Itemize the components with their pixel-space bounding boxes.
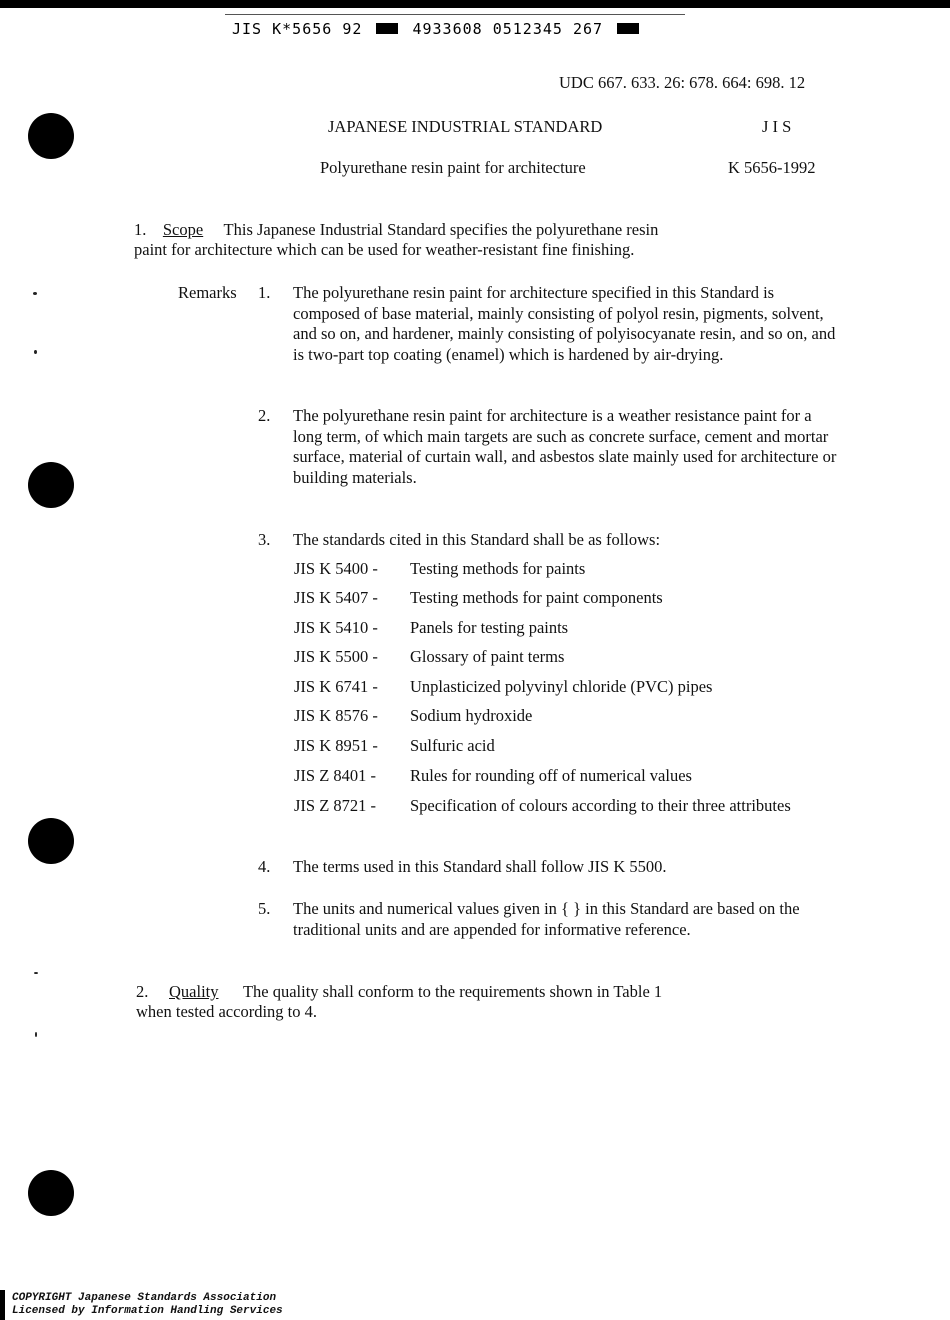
remarks-label: Remarks — [178, 283, 237, 302]
punch-hole — [28, 113, 74, 159]
scan-speck — [34, 350, 37, 354]
punch-hole — [28, 462, 74, 508]
cited-standard-code: JIS K 5407 - — [294, 588, 378, 607]
cited-standard-code: JIS K 6741 - — [294, 677, 378, 696]
doc-code-numbers: 4933608 0512345 267 — [412, 20, 604, 38]
cited-standard-title: Unplasticized polyvinyl chloride (PVC) pipes — [410, 677, 713, 696]
quality-number: 2. — [136, 982, 149, 1001]
remark-number: 4. — [258, 857, 271, 876]
license-line: Licensed by Information Handling Services — [12, 1305, 283, 1317]
remark-text: The units and numerical values given in { } in this Standard are based on the traditional units and are appended for informative reference. — [293, 899, 800, 939]
cited-standard-title: Testing methods for paint components — [410, 588, 663, 607]
remark-text: The polyurethane resin paint for architecture specified in this Standard is composed of base material, mainly consisting of polyol resin, pigments, solvent, and so on, and hardener, mainly consisting of polyisocyanate resin, and so on, and is two-part top coating (enamel) which is hardened by air-drying. — [293, 283, 836, 364]
remark-text: The polyurethane resin paint for architecture is a weather resistance paint for a long term, of which main targets are such as concrete surface, cement and mortar surface, material of curtain wall, and asbestos slate mainly used for architecture or building materials. — [293, 406, 837, 487]
punch-hole — [28, 1170, 74, 1216]
udc-number: UDC 667. 633. 26: 678. 664: 698. 12 — [559, 73, 806, 92]
quality-text-line1: The quality shall conform to the requirements shown in Table 1 — [242, 982, 663, 1001]
left-scan-border — [0, 1290, 5, 1320]
copyright-line: COPYRIGHT Japanese Standards Association — [12, 1292, 277, 1304]
header-code-line — [232, 20, 643, 38]
scan-speck — [33, 292, 37, 295]
doc-code: JIS K*5656 92 — [232, 20, 363, 38]
cited-standard-title: Panels for testing paints — [410, 618, 569, 637]
scope-number: 1. — [134, 220, 147, 239]
jis-mark: J I S — [762, 117, 792, 136]
remark-text: The terms used in this Standard shall follow JIS K 5500. — [293, 857, 667, 876]
cited-standard-code: JIS K 5500 - — [294, 647, 378, 666]
remark-number: 3. — [258, 530, 271, 549]
standard-type: JAPANESE INDUSTRIAL STANDARD — [328, 117, 603, 136]
cited-standard-title: Sulfuric acid — [410, 736, 495, 755]
cited-standard-code: JIS K 8951 - — [294, 736, 378, 755]
cited-standard-code: JIS K 5410 - — [294, 618, 378, 637]
remark-number: 5. — [258, 899, 271, 918]
remark-number: 2. — [258, 406, 271, 425]
punch-hole — [28, 818, 74, 864]
cited-standard-title: Glossary of paint terms — [410, 647, 565, 666]
cited-standard-code: JIS K 8576 - — [294, 706, 378, 725]
quality-paragraph — [136, 982, 662, 1002]
cited-standard-code: JIS Z 8401 - — [294, 766, 377, 785]
cited-standard-title: Testing methods for paints — [410, 559, 586, 578]
quality-heading: Quality — [169, 982, 219, 1001]
cited-standard-title: Specification of colours according to their three attributes — [410, 796, 791, 815]
cited-standard-title: Rules for rounding off of numerical values — [410, 766, 692, 785]
remark-text: The standards cited in this Standard shall be as follows: — [293, 530, 661, 549]
quality-text-line2: when tested according to 4. — [136, 1002, 317, 1021]
scope-text-line2: paint for architecture which can be used for weather-resistant fine finishing. — [134, 240, 635, 259]
top-scan-border — [0, 0, 950, 8]
scan-speck — [34, 972, 38, 974]
cited-standard-code: JIS K 5400 - — [294, 559, 378, 578]
cited-standard-title: Sodium hydroxide — [410, 706, 533, 725]
remark-number: 1. — [258, 283, 271, 302]
standard-number: K 5656-1992 — [728, 158, 816, 177]
scope-heading: Scope — [162, 220, 204, 239]
barcode-block — [376, 23, 398, 34]
header-rule — [225, 14, 685, 15]
standard-title: Polyurethane resin paint for architecture — [320, 158, 586, 177]
cited-standard-code: JIS Z 8721 - — [294, 796, 377, 815]
scope-text-line1: This Japanese Industrial Standard specifies the polyurethane resin — [223, 220, 659, 239]
scan-speck — [35, 1032, 37, 1037]
scope-paragraph — [134, 220, 658, 240]
barcode-block — [617, 23, 639, 34]
